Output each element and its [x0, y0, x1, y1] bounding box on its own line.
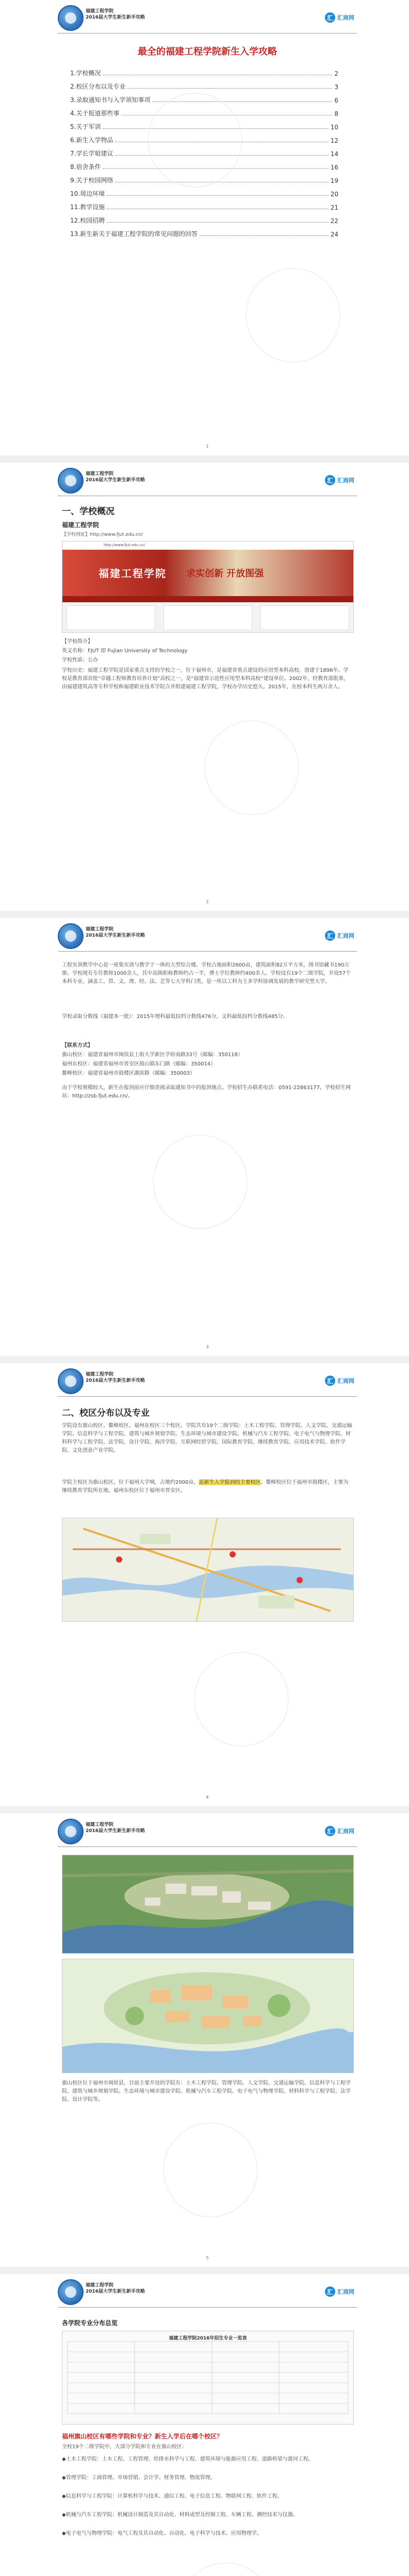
- toc-entry-page: 10: [330, 124, 338, 131]
- screenshot-column: [260, 605, 349, 630]
- header-text: [86, 8, 145, 21]
- aerial-photo-svg: [62, 1855, 353, 1953]
- header-line2: 2016届大学生新生新手攻略: [86, 15, 145, 20]
- toc-entry-page: 3: [334, 83, 338, 91]
- table-title: 福建工程学院2016年招生专业一览表: [169, 2336, 247, 2341]
- page-header: [50, 463, 365, 504]
- toc-entry-page: 19: [330, 177, 338, 184]
- contact-line: 鳌峰校区：福建省福州市鼓楼区湖滨路（邮编：350003）: [62, 1071, 195, 1076]
- document-page-5: [50, 1814, 365, 2267]
- school-history: 学校历史：福建工程学院是国家重点支持的学校之一，位于福州市，是福建省重点建设的应用型本科高校，创建于1896年。学校是教育部首批“卓越工程师教育培养计划”高校之一，是“福建省示范性应用型本科高校”建设单位。2002年，经教育部批准，由福建建筑高等专科学校和福建职业技术学院合并组建福建工程学院，学校办学历史悠久。2015年，在校本科生两万余人。: [62, 668, 349, 690]
- brand-icon: 汇: [325, 1376, 335, 1386]
- page-number: 4: [206, 1795, 209, 1800]
- toc-entry-label: 10.周边环境: [70, 190, 105, 197]
- toc-entry[interactable]: [70, 80, 338, 91]
- page-separator: [0, 1356, 409, 1363]
- header-line2: 2016届大学生新生新手攻略: [86, 2289, 145, 2294]
- brand-logo: [325, 1375, 357, 1387]
- page-header: [50, 918, 365, 959]
- brand-text: 汇商网: [337, 14, 354, 21]
- toc-entry[interactable]: [70, 214, 338, 225]
- toc-entry-page: 12: [330, 137, 338, 144]
- subsection-heading: 福建工程学院: [62, 521, 100, 529]
- contact-line: 福州东校区：福建省福州市晋安区鼓山镇东门路（邮编：350014）: [62, 1061, 216, 1067]
- brand-logo: [325, 929, 357, 942]
- banner-motto: 求实创新 开放图强: [186, 568, 264, 579]
- page-header: [50, 1363, 365, 1404]
- school-logo-icon: [58, 923, 84, 949]
- campus-plan-map: [62, 1959, 354, 2073]
- toc-entry-page: 24: [330, 231, 338, 238]
- paragraph: 旗山校区位于福州市闽侯县，目前主要开设的学院有：土木工程学院、管理学院、人文学院、交通运输学院、信息科学与工程学院、建筑与城乡规划学院、生态环境与城市建设学院、机械与汽车工程学院、电子电气与物理学院、材料科学与工程学院、法学院、设计学院等。: [62, 2080, 351, 2103]
- website-screenshot: [62, 541, 354, 633]
- toc-entry[interactable]: [70, 228, 338, 238]
- paragraph: [62, 1479, 353, 1495]
- header-rule: [58, 2307, 357, 2308]
- brand-icon: 汇: [325, 12, 335, 23]
- header-line1: 福建工程学院: [86, 9, 114, 14]
- campus-map: [62, 1518, 354, 1622]
- school-logo-icon: [58, 2279, 84, 2305]
- page-separator: [0, 911, 409, 918]
- major-list-item: ◆机械与汽车工程学院：机械设计制造及其自动化、材料成型及控制工程、车辆工程、测控技术与仪器。: [62, 2512, 298, 2518]
- brand-text: 汇商网: [337, 2289, 354, 2295]
- toc-entry-page: 22: [330, 217, 338, 225]
- campus-map-svg: [62, 1518, 353, 1621]
- brand-text: 汇商网: [337, 1828, 354, 1835]
- major-table-image: [62, 2331, 354, 2425]
- contact-line: 旗山校区：福建省福州市闽侯县上街大学新区学府南路33号（邮编：350118）: [62, 1052, 243, 1058]
- header-line2: 2016届大学生新生新手攻略: [86, 933, 145, 938]
- paragraph: 学院设有旗山校区、鳌峰校区、福州东校区三个校区。学院共有19个二级学院：土木工程学院、管理学院、人文学院、交通运输学院、信息科学与工程学院、建筑与城乡规划学院、生态环境与城市建设学院、机械与汽车工程学院、电子电气与物理学院、材料科学与工程学院、法学院、设计学院、海洋学院、互联网经贸学院、国际教育学院、继续教育学院、应用技术学院、软件学院、文化创意产业学院。: [62, 1423, 352, 1453]
- paragraph: 工程实训教学中心是一座集实训与教学于一体的大型综合楼。学校占地面积2600亩，建筑面积82万平方米，图书馆藏书190万册。学校现有专任教师1000余人，其中高级职称教师约占一半，博士学位教师约400余人。学校设有19个二级学院，开设57个本科专业，涵盖工、管、文、理、经、法、艺等七大学科门类，是一所以工科为主多学科协调发展的教学研究型大学。: [62, 962, 351, 985]
- paragraph: 全校19个二级学院中，大部分学院和专业在旗山校区：: [62, 2444, 187, 2450]
- contact-title: 【联系方式】: [62, 1043, 93, 1048]
- toc-entry-page: 2: [334, 70, 338, 77]
- major-list-item: ◆管理学院：工商管理、市场营销、会计学、财务管理、物流管理。: [62, 2475, 216, 2481]
- watermark-icon: [194, 1652, 289, 1747]
- toc-entry-page: 21: [330, 204, 338, 211]
- header-text: [86, 926, 145, 939]
- header-text: [86, 2282, 145, 2295]
- toc-entry[interactable]: [70, 201, 338, 211]
- watermark-icon: [153, 1134, 248, 1229]
- page-number: 3: [206, 1345, 209, 1349]
- toc-entry-page: 14: [330, 150, 338, 158]
- toc-entry[interactable]: [70, 188, 338, 198]
- toc-entry-label: 11.教学设施: [70, 204, 105, 211]
- watermark-icon: [163, 2123, 258, 2217]
- brand-logo: [325, 1825, 357, 1837]
- brand-text: 汇商网: [337, 477, 354, 484]
- info-title: 【学校简介】: [62, 639, 93, 645]
- watermark-icon: [204, 720, 299, 815]
- page-header: [50, 1814, 365, 1855]
- header-text: [86, 1371, 145, 1384]
- section-heading: 二、校区分布以及专业: [62, 1408, 150, 1418]
- major-list-item: ◆电子电气与物理学院：电气工程及其自动化、自动化、电子科学与技术、应用物理学。: [62, 2531, 262, 2536]
- banner-title: 福建工程学院: [99, 567, 167, 580]
- table-grid-svg: [62, 2331, 353, 2424]
- header-line1: 福建工程学院: [86, 471, 114, 477]
- header-line2: 2016届大学生新生新手攻略: [86, 1828, 145, 1834]
- screenshot-banner: [62, 550, 353, 596]
- document-page-4: [50, 1363, 365, 1806]
- text-span: 。鳌峰校区位于福州市鼓楼区，主要为继续教育学院所在地。福州东校区位于福州市晋安区。: [62, 1480, 349, 1494]
- toc-entry-label: 4.关于报道那些事: [70, 110, 120, 117]
- watermark-icon: [246, 268, 340, 363]
- subsection-heading: 各学院专业分布总览: [62, 2319, 118, 2327]
- toc-entry-label: 9.关于校园网络: [70, 177, 113, 184]
- major-list-item: ◆土木工程学院：土木工程、工程管理、给排水科学与工程、建筑环境与能源应用工程、道路桥梁与渡河工程。: [62, 2456, 314, 2462]
- toc-entry-label: 5.关于军训: [70, 123, 101, 130]
- brand-text: 汇商网: [337, 1378, 354, 1384]
- brand-logo: [325, 2285, 357, 2298]
- page-header: [50, 2274, 365, 2315]
- toc-leader-dots: [107, 222, 329, 223]
- toc-entry-label: 13.新生新关于福建工程学院的常见问题的回答: [70, 230, 198, 238]
- header-line1: 福建工程学院: [86, 1822, 114, 1827]
- toc-leader-dots: [107, 195, 329, 196]
- toc-entry-page: 16: [330, 164, 338, 171]
- page-separator: [0, 2267, 409, 2274]
- toc-entry-label: 3.录取通知书与入学须知事项: [70, 96, 151, 104]
- watermark-icon: [148, 93, 242, 188]
- campus-plan-svg: [62, 1959, 353, 2073]
- document-page-3: [50, 918, 365, 1356]
- screenshot-column: [67, 605, 155, 630]
- website-caption: 【学校网址】http://www.fjut.edu.cn/: [62, 532, 143, 537]
- major-list-item: ◆信息科学与工程学院：计算机科学与技术、通信工程、电子信息工程、物联网工程、软件工程。: [62, 2494, 283, 2499]
- header-line1: 福建工程学院: [86, 927, 114, 932]
- page-number: 1: [206, 444, 209, 449]
- toc-entry-label: 7.学长学姐建议: [70, 150, 113, 157]
- header-text: [86, 1822, 145, 1834]
- toc-entry-page: 8: [334, 110, 338, 117]
- header-rule: [58, 951, 357, 952]
- page-header: [50, 0, 365, 41]
- header-line2: 2016届大学生新生新手攻略: [86, 478, 145, 483]
- brand-icon: 汇: [325, 475, 335, 485]
- paragraph: 学校录取分数线（福建本一批）：2015年理科最低投档分数线476分，文科最低投档分数线485分。: [62, 1014, 288, 1020]
- document-title: 最全的福建工程学院新生入学攻略: [138, 46, 277, 57]
- school-logo-icon: [58, 468, 84, 494]
- campus-aerial-photo: [62, 1855, 354, 1954]
- brand-icon: 汇: [325, 2286, 335, 2297]
- toc-entry-label: 12.校园招聘: [70, 217, 105, 224]
- screenshot-topbar: [62, 541, 353, 550]
- toc-entry-page: 20: [330, 191, 338, 198]
- header-rule: [58, 1396, 357, 1397]
- toc-entry[interactable]: [70, 67, 338, 77]
- page-separator: [0, 1806, 409, 1814]
- screenshot-body: [62, 602, 353, 632]
- school-logo-icon: [58, 5, 84, 31]
- brand-icon: 汇: [325, 930, 335, 941]
- document-page-2: [50, 463, 365, 911]
- brand-text: 汇商网: [337, 933, 354, 939]
- page-separator: [0, 455, 409, 463]
- brand-logo: [325, 474, 357, 486]
- header-text: [86, 471, 145, 483]
- page-number: 5: [206, 2256, 209, 2260]
- toc-entry-label: 1.学校概况: [70, 70, 101, 77]
- paragraph: 由于学校规模较大，新生在报到前应仔细查阅录取通知书中的报到地点。学校招生办联系电话：0591-22863177，学校招生网站：http://zsb.fjut.edu.cn/。: [62, 1085, 351, 1099]
- toc-entry-page: 6: [334, 97, 338, 104]
- toc-entry-label: 6.新生入学物品: [70, 137, 113, 144]
- school-logo-icon: [58, 1819, 84, 1844]
- section-heading: 一、学校概况: [62, 506, 114, 517]
- document-page-1: [50, 0, 365, 455]
- school-logo-icon: [58, 1368, 84, 1394]
- info-line: 英文名称：FJUT 即 Fujian University of Technology: [62, 648, 188, 654]
- header-line1: 福建工程学院: [86, 1372, 114, 1377]
- info-line: 学校性质：公办: [62, 657, 98, 663]
- question-heading: 福州旗山校区有哪些学院和专业？新生入学后在哪个校区？: [62, 2433, 223, 2440]
- screenshot-url: http://www.fjut.edu.cn/: [104, 543, 145, 547]
- document-page-6: [50, 2274, 365, 2576]
- highlighted-text: 是新生入学报到的主要校区: [199, 1480, 261, 1485]
- toc-entry-label: 2.校区分布以及专业: [70, 83, 126, 90]
- toc-leader-dots: [127, 88, 332, 89]
- brand-logo: [325, 11, 357, 24]
- toc-leader-dots: [200, 235, 329, 236]
- header-line1: 福建工程学院: [86, 2283, 114, 2288]
- toc-entry-label: 8.宿舍条件: [70, 163, 101, 171]
- header-line2: 2016届大学生新生新手攻略: [86, 1378, 145, 1383]
- brand-icon: 汇: [325, 1826, 335, 1836]
- header-rule: [58, 1846, 357, 1847]
- screenshot-column: [163, 605, 252, 630]
- watermark-icon: [178, 2563, 273, 2576]
- text-span: 学院主校区为旗山校区，位于福州大学城，占地约2000亩，: [62, 1480, 199, 1485]
- page-number: 2: [206, 900, 209, 904]
- screenshot-nav: [62, 596, 353, 602]
